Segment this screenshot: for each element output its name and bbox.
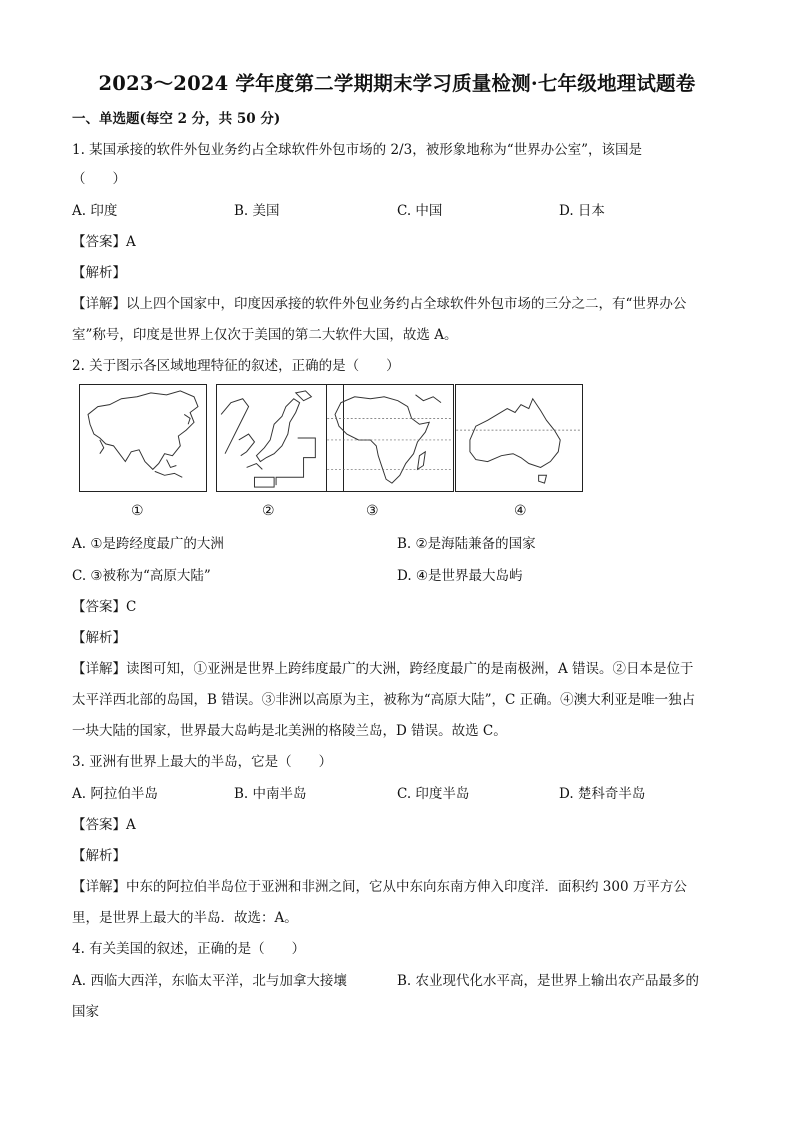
page-title: 2023～2024 学年度第二学期期末学习质量检测·七年级地理试题卷: [98, 72, 696, 95]
map-africa: [326, 384, 454, 492]
q1-answer: 【答案】A: [72, 234, 136, 250]
q2-option-d: D. ④是世界最大岛屿: [397, 568, 523, 584]
q3-answer: 【答案】A: [72, 817, 136, 833]
q1-option-d: D. 日本: [559, 203, 605, 219]
q2-analysis-label: 【解析】: [72, 630, 126, 646]
q2-detail: 【详解】读图可知，①亚洲是世界上跨纬度最广的大洲，跨经度最广的是南极洲，A 错误。②日本是位于: [72, 661, 694, 677]
section-heading: 一、单选题(每空 2 分，共 50 分): [72, 111, 281, 127]
q3-option-d: D. 楚科奇半岛: [559, 786, 646, 802]
q1-analysis-label: 【解析】: [72, 265, 126, 281]
q2-detail-cont: 太平洋西北部的岛国，B 错误。③非洲以高原为主，被称为“高原大陆”，C 正确。④澳大利亚是唯一独占: [72, 692, 696, 708]
q1-option-a: A. 印度: [72, 203, 118, 219]
map-asia: [79, 384, 207, 492]
q4-stem: 4. 有关美国的叙述，正确的是（ ）: [72, 941, 306, 957]
q1-stem-cont: （ ）: [72, 171, 126, 187]
map-australia: [455, 384, 583, 492]
map-label-4: ④: [514, 503, 527, 519]
q4-option-a: A. 西临大西洋，东临太平洋，北与加拿大接壤: [72, 973, 347, 989]
q4-option-b: B. 农业现代化水平高，是世界上输出农产品最多的: [397, 973, 700, 989]
q2-option-b: B. ②是海陆兼备的国家: [397, 536, 536, 552]
q1-detail: 【详解】以上四个国家中，印度因承接的软件外包业务约占全球软件外包市场的三分之二，有“世界办公: [72, 296, 687, 312]
map-japan: [216, 384, 344, 492]
map-label-3: ③: [366, 503, 379, 519]
q3-option-a: A. 阿拉伯半岛: [72, 786, 158, 802]
q1-detail-cont: 室”称号，印度是世界上仅次于美国的第二大软件大国，故选 A。: [72, 327, 458, 343]
q3-option-c: C. 印度半岛: [397, 786, 470, 802]
q2-detail-cont2: 一块大陆的国家，世界最大岛屿是北美洲的格陵兰岛，D 错误。故选 C。: [72, 723, 507, 739]
q4-option-b-cont: 国家: [72, 1004, 99, 1020]
q2-option-a: A. ①是跨经度最广的大洲: [72, 536, 224, 552]
q1-stem: 1. 某国承接的软件外包业务约占全球软件外包市场的 2/3，被形象地称为“世界办公室”，该国是: [72, 142, 642, 158]
q2-stem: 2. 关于图示各区域地理特征的叙述，正确的是（ ）: [72, 358, 400, 374]
q3-option-b: B. 中南半岛: [234, 786, 307, 802]
map-label-1: ①: [131, 503, 144, 519]
map-label-2: ②: [262, 503, 275, 519]
q3-detail-cont: 里，是世界上最大的半岛．故选：A。: [72, 910, 298, 926]
q3-stem: 3. 亚洲有世界上最大的半岛，它是（ ）: [72, 754, 333, 770]
q3-detail: 【详解】中东的阿拉伯半岛位于亚洲和非洲之间，它从中东向东南方伸入印度洋．面积约 300 万平方公: [72, 879, 687, 895]
q1-option-b: B. 美国: [234, 203, 280, 219]
q2-option-c: C. ③被称为“高原大陆”: [72, 568, 211, 584]
q2-answer: 【答案】C: [72, 599, 137, 615]
q3-analysis-label: 【解析】: [72, 848, 126, 864]
q1-option-c: C. 中国: [397, 203, 443, 219]
